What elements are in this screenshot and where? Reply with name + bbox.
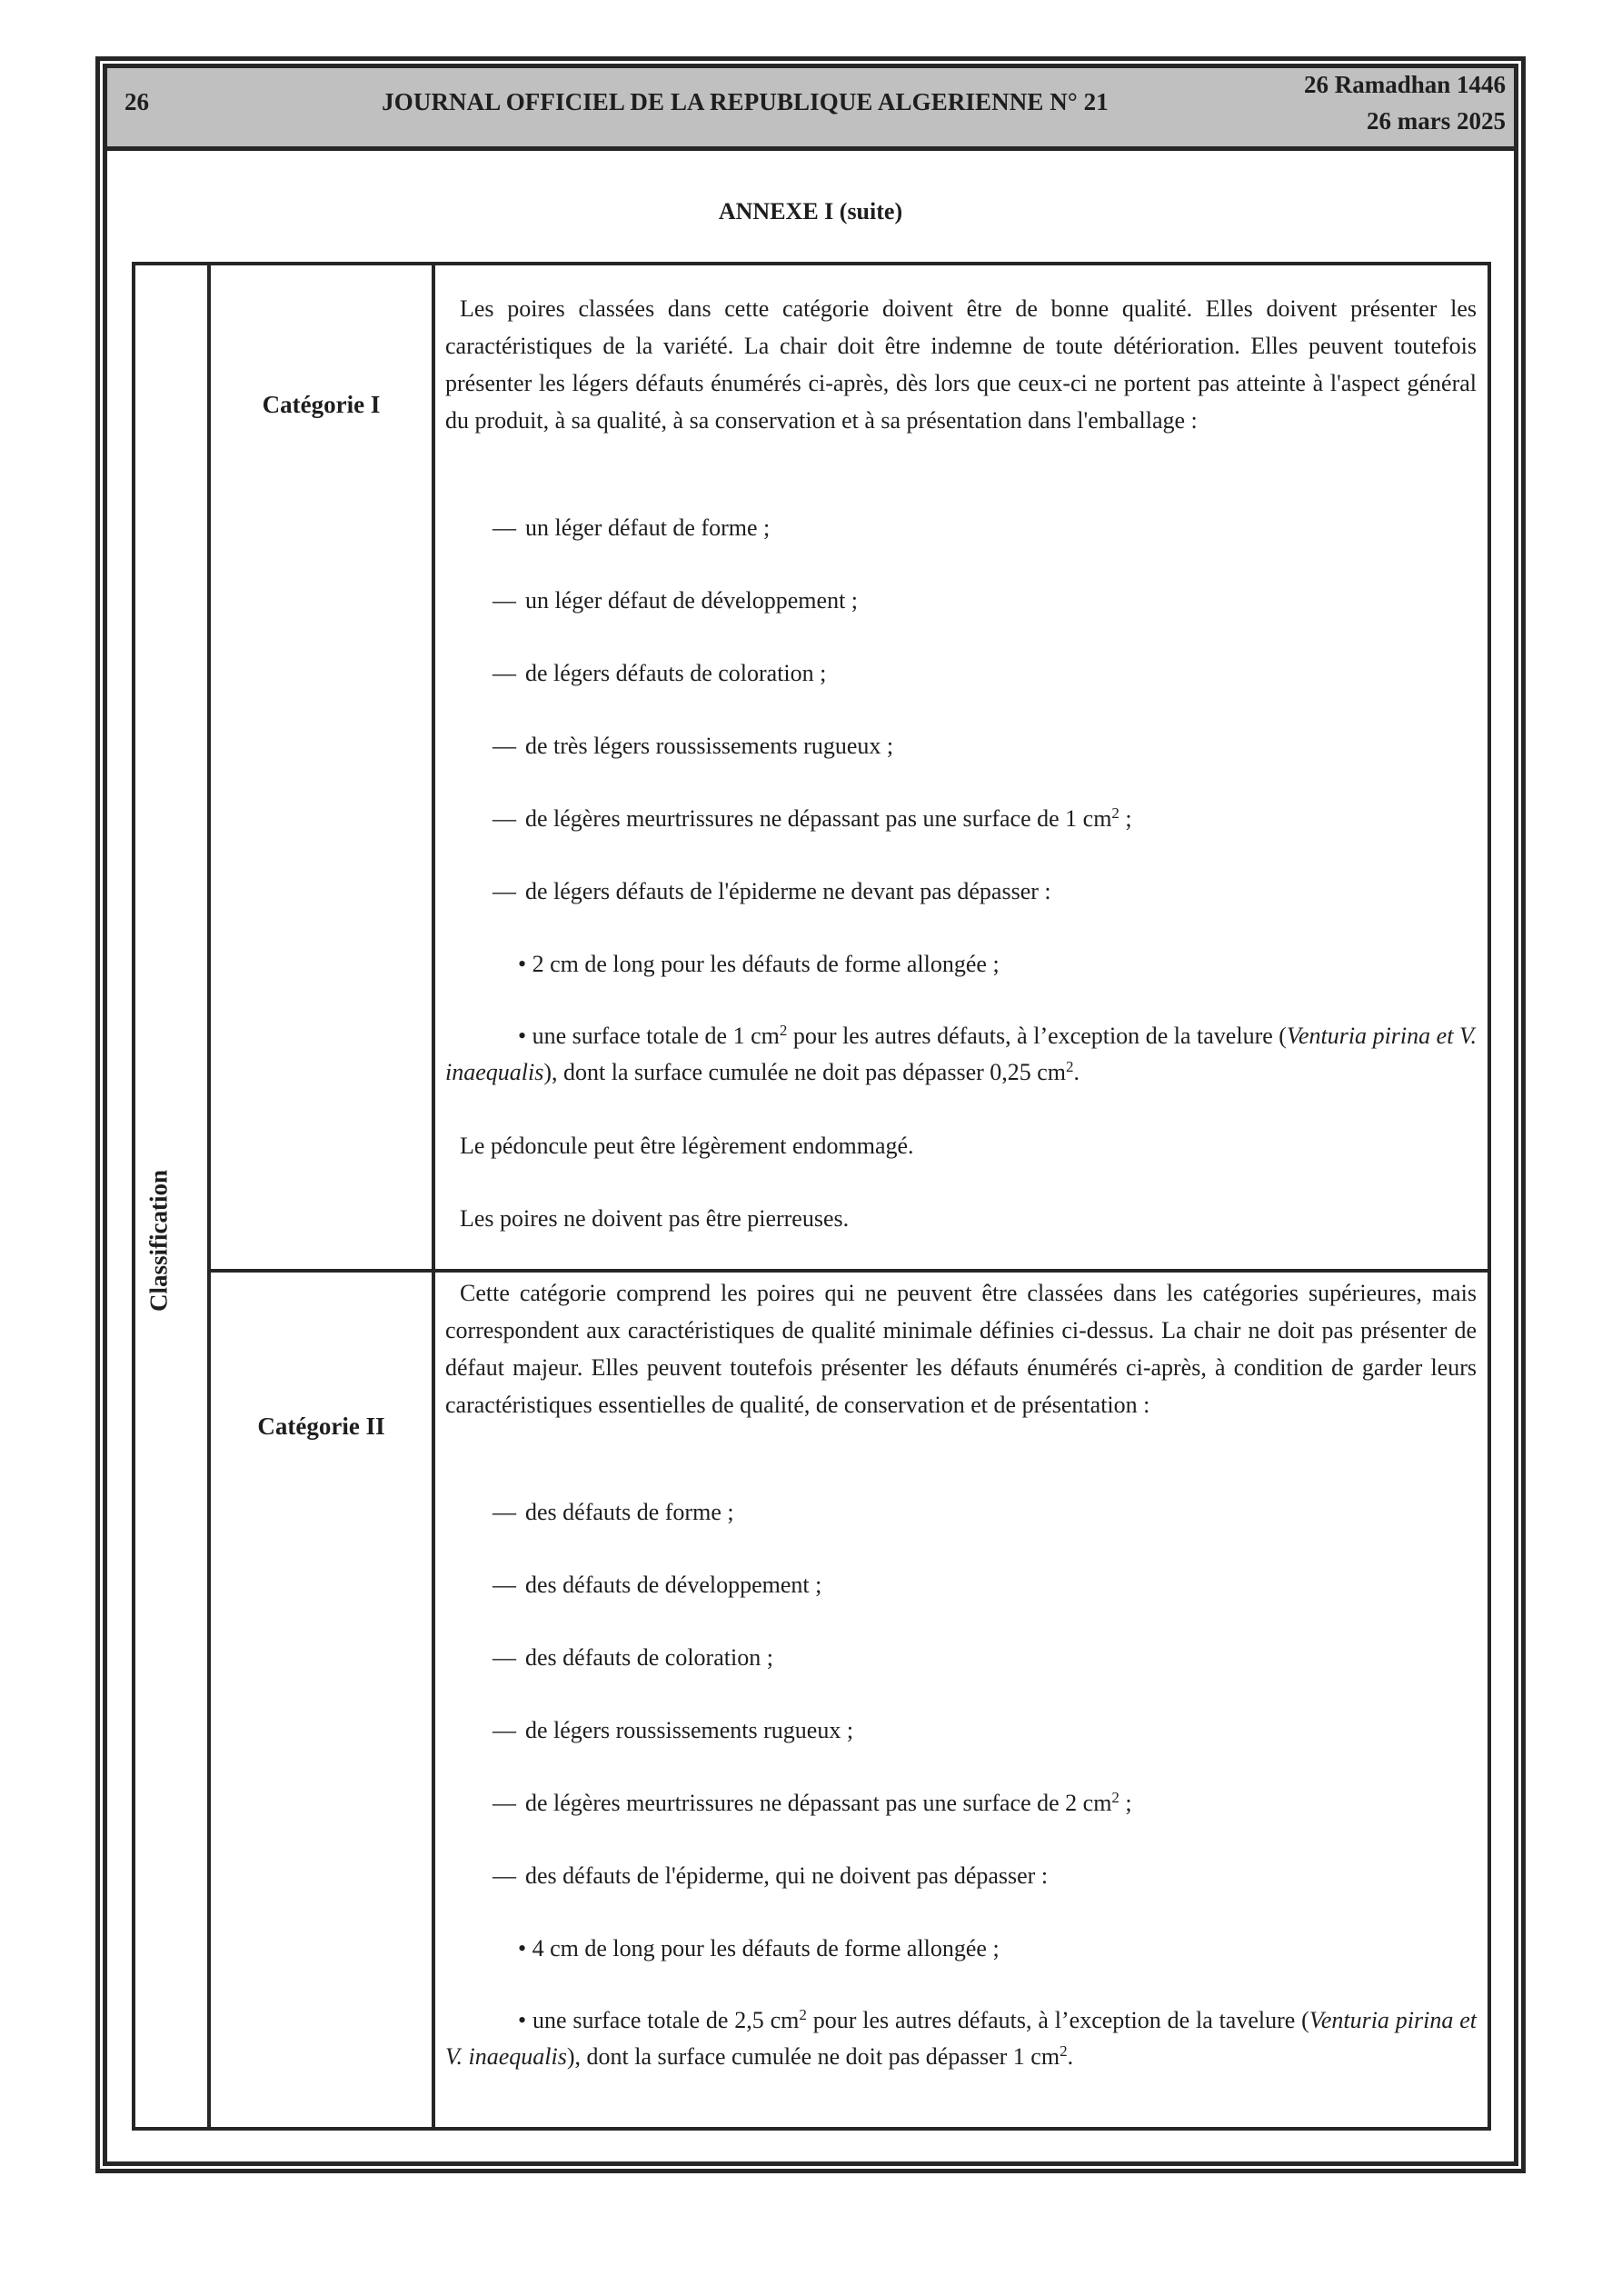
- list-item: — un léger défaut de développement ;: [493, 582, 858, 619]
- dash-marker: —: [493, 1572, 516, 1598]
- category-2-content: [445, 1274, 1477, 1423]
- dash-marker: —: [493, 587, 516, 614]
- dash-marker: —: [493, 1862, 516, 1889]
- category-1-intro: Les poires classées dans cette catégorie doivent être de bonne qualité. Elles doivent présenter les caractéristiques de la variété. La chair doit être indemne de toute détérioration. Elles peuvent toutefois présenter les légers défauts énumérés ci-après, dès lors que ceux-ci ne portent pas atteinte à l'aspect général du produit, à sa qualité, à sa conservation et à sa présentation dans l'emballage :: [445, 295, 1477, 434]
- annex-title: ANNEXE I (suite): [718, 198, 903, 225]
- classification-table: [132, 262, 1491, 2131]
- table-row-divider: [207, 1269, 1491, 1273]
- list-item: — de légères meurtrissures ne dépassant pas une surface de 1 $cm^2$ ;: [493, 800, 1132, 837]
- list-item: — des défauts de développement ;: [493, 1566, 821, 1603]
- dash-marker: —: [493, 1644, 516, 1671]
- table-column-divider: [432, 262, 435, 2131]
- row-group-label-classification: Classification: [144, 1169, 173, 1313]
- list-item: — des défauts de forme ;: [493, 1493, 734, 1531]
- list-item: — de légers roussissements rugueux ;: [493, 1712, 853, 1749]
- list-item: — des défauts de l'épiderme, qui ne doivent pas dépasser :: [493, 1857, 1048, 1894]
- table-column-divider: [207, 262, 211, 2131]
- bullet-item: • 2 cm de long pour les défauts de forme allongée ;: [518, 951, 1000, 977]
- dash-marker: —: [493, 1717, 516, 1743]
- closing-paragraph: Le pédoncule peut être légèrement endommagé.: [460, 1133, 914, 1159]
- list-item: — des défauts de coloration ;: [493, 1639, 773, 1676]
- list-item: — de très légers roussissements rugueux ;: [493, 727, 893, 764]
- closing-paragraph: Les poires ne doivent pas être pierreuses.: [460, 1205, 850, 1232]
- page-number: 26: [124, 88, 149, 115]
- bullet-item: • une surface totale de 2,5 $cm^2$ pour les autres défauts, à l’exception de la tavelure (Venturia pirina et V. inaequalis), dont la surface cumulée ne doit pas dépasser 1 $cm^2$.: [445, 2006, 1477, 2070]
- dash-marker: —: [493, 1499, 516, 1525]
- bullet-item: • 4 cm de long pour les défauts de forme allongée ;: [518, 1935, 1000, 1962]
- scientific-name: Venturia pirina et V. inaequalis: [445, 1023, 1477, 1085]
- dash-marker: —: [493, 805, 516, 832]
- list-item: — de légers défauts de coloration ;: [493, 654, 826, 692]
- dash-marker: —: [493, 733, 516, 759]
- dash-marker: —: [493, 514, 516, 541]
- dash-marker: —: [493, 878, 516, 904]
- category-1-content: [445, 290, 1477, 439]
- date-gregorian: 26 mars 2025: [1367, 107, 1506, 135]
- category-2-intro: Cette catégorie comprend les poires qui ne peuvent être classées dans les catégories supérieures, mais correspondent aux caractéristiques de qualité minimale définies ci-dessus. La chair ne doit pas présenter de défaut majeur. Elles peuvent toutefois présenter les défauts énumérés ci-après, à condition de garder leurs caractéristiques essentielles de qualité, de conservation et de présentation :: [445, 1280, 1477, 1418]
- list-item: — de légers défauts de l'épiderme ne devant pas dépasser :: [493, 873, 1051, 910]
- list-item: — un léger défaut de forme ;: [493, 509, 770, 546]
- date-hijri: 26 Ramadhan 1446: [1303, 71, 1506, 98]
- scientific-name: Venturia pirina et V. inaequalis: [445, 2007, 1477, 2070]
- category-2-label: Catégorie II: [257, 1413, 385, 1440]
- list-item: — de légères meurtrissures ne dépassant pas une surface de 2 $cm^2$ ;: [493, 1784, 1132, 1822]
- journal-title: JOURNAL OFFICIEL DE LA REPUBLIQUE ALGERIENNE N° 21: [382, 88, 1109, 115]
- dash-marker: —: [493, 660, 516, 686]
- dash-marker: —: [493, 1790, 516, 1816]
- bullet-item: • une surface totale de 1 $cm^2$ pour les autres défauts, à l’exception de la tavelure (Venturia pirina et V. inaequalis), dont la surface cumulée ne doit pas dépasser 0,25 $cm^2$.: [445, 1022, 1477, 1085]
- category-1-label: Catégorie I: [262, 391, 381, 418]
